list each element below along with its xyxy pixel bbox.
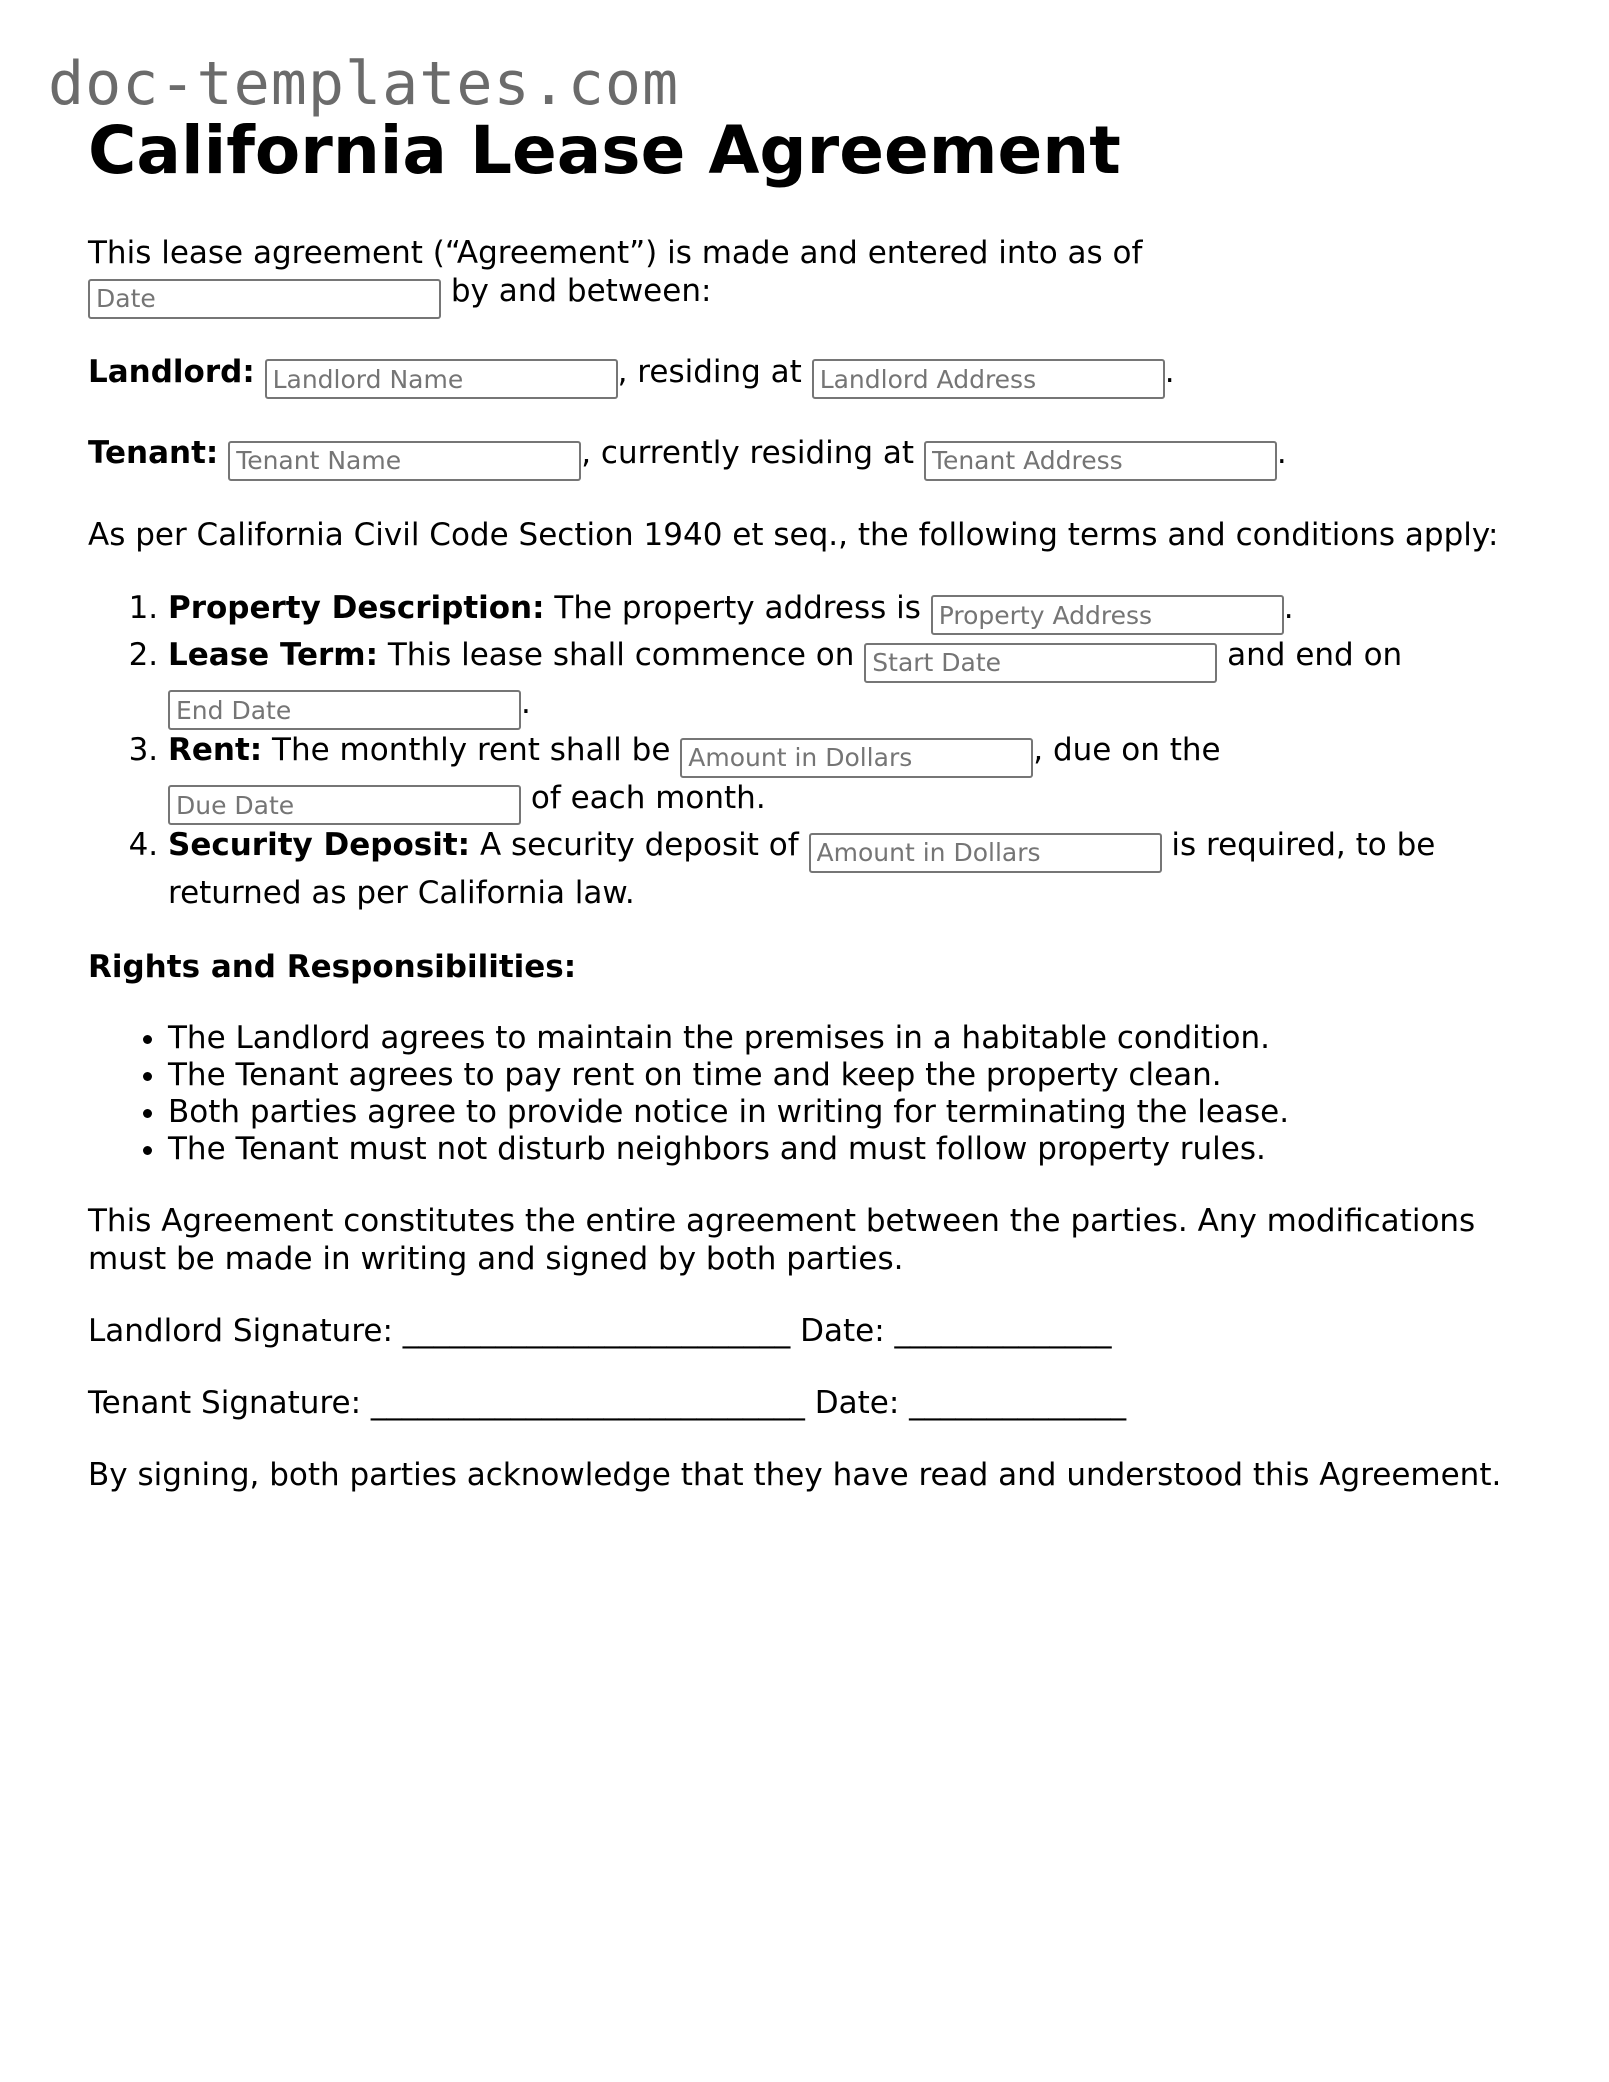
lease-term-end: . [521, 684, 531, 721]
landlord-residing-text: , residing at [617, 353, 802, 390]
term-property [168, 588, 1528, 636]
landlord-address-input[interactable] [812, 359, 1165, 399]
rent-end: of each month. [530, 779, 766, 816]
list-item: • The Tenant must not disturb neighbors and must follow property rules. [168, 1131, 1528, 1168]
deposit-text: A security deposit of [479, 827, 799, 863]
due-date-input[interactable] [168, 785, 521, 825]
rent-label: Rent: [168, 732, 263, 768]
deposit-amount-input[interactable] [809, 833, 1162, 873]
landlord-end: . [1164, 353, 1175, 390]
lease-term-text: This lease shall commence on [387, 637, 855, 673]
deposit-label: Security Deposit: [168, 827, 471, 863]
term-rent [168, 730, 1528, 825]
lease-term-middle: and end on [1227, 637, 1403, 673]
document-body [88, 112, 1528, 1528]
entire-agreement-paragraph: This Agreement constitutes the entire agreement between the parties. Any modifications must be made in writing and signed by both parties. [88, 1202, 1476, 1277]
rent-text: The monthly rent shall be [272, 732, 671, 768]
landlord-line [88, 353, 1528, 400]
terms-list [88, 588, 1528, 914]
acknowledgement-paragraph: By signing, both parties acknowledge that they have read and understood this Agreement. [88, 1456, 1502, 1493]
rent-amount-input[interactable] [680, 738, 1033, 778]
intro-text: This lease agreement (“Agreement”) is made and entered into as of [88, 235, 1143, 271]
property-label: Property Description: [168, 589, 545, 626]
end-date-input[interactable] [168, 690, 521, 730]
tenant-residing-text: , currently residing at [581, 435, 915, 471]
landlord-label: Landlord: [88, 353, 255, 390]
tenant-line [88, 434, 1528, 481]
property-text: The property address is [554, 589, 921, 626]
agreement-date-input[interactable] [88, 279, 441, 319]
rights-heading: Rights and Responsibilities: [88, 948, 577, 985]
terms-intro: As per California Civil Code Section 1940 et seq., the following terms and conditions apply: [88, 516, 1499, 553]
deposit-end: is required, to be returned as per California law. [168, 827, 1436, 911]
list-item: • The Tenant agrees to pay rent on time and keep the property clean. [168, 1057, 1528, 1094]
landlord-name-input[interactable] [265, 359, 618, 399]
tenant-label: Tenant: [88, 435, 219, 471]
tenant-address-input[interactable] [924, 441, 1277, 481]
intro-paragraph [88, 234, 1528, 319]
tenant-end: . [1276, 435, 1287, 471]
term-lease-term [168, 635, 1528, 730]
page-title: California Lease Agreement [88, 112, 1121, 189]
list-item: • The Landlord agrees to maintain the premises in a habitable condition. [168, 1020, 1528, 1057]
intro-text-after: by and between: [450, 273, 712, 309]
tenant-signature-line: Tenant Signature: ____________________________ Date: ______________ [88, 1384, 1127, 1421]
list-item: • Both parties agree to provide notice in writing for terminating the lease. [168, 1094, 1528, 1131]
rights-list [88, 1020, 1528, 1168]
watermark: doc-templates.com [48, 49, 680, 119]
tenant-name-input[interactable] [228, 441, 581, 481]
landlord-signature-line: Landlord Signature: _________________________ Date: ______________ [88, 1312, 1112, 1349]
rent-middle: , due on the [1033, 732, 1221, 768]
property-address-input[interactable] [931, 595, 1284, 635]
lease-term-label: Lease Term: [168, 637, 379, 673]
term-security-deposit [168, 825, 1528, 914]
start-date-input[interactable] [864, 643, 1217, 683]
property-end: . [1283, 589, 1294, 626]
